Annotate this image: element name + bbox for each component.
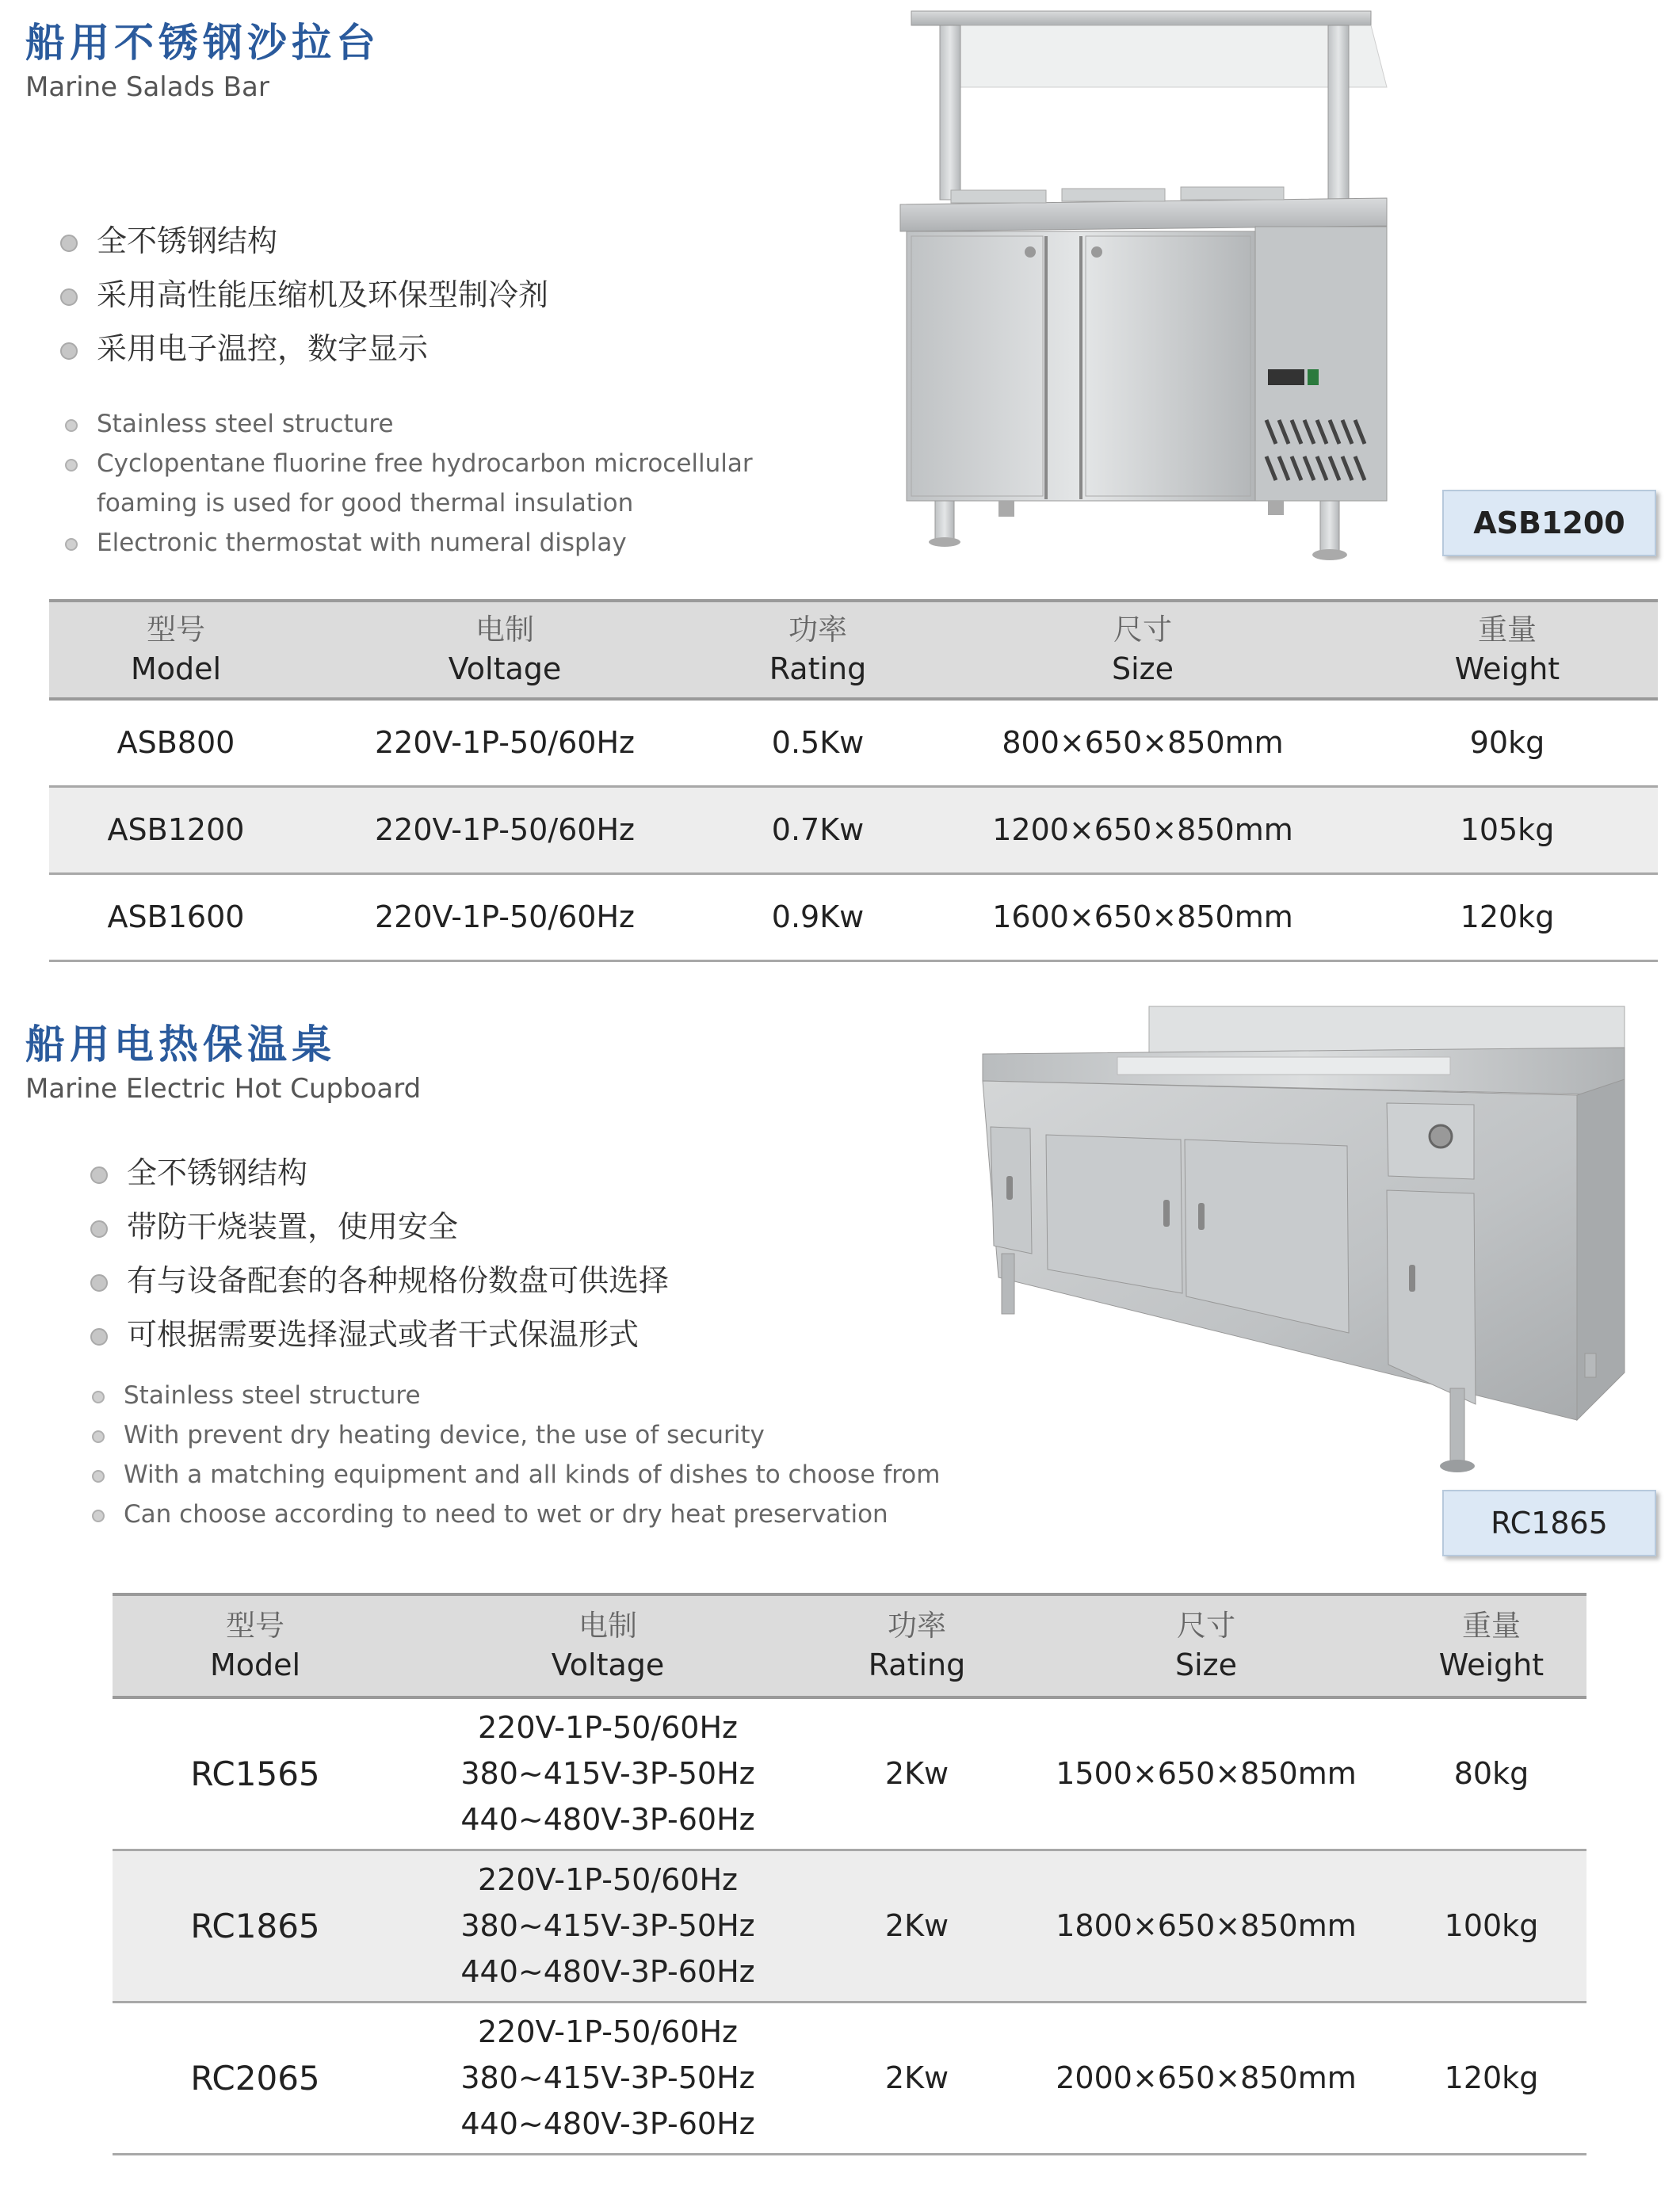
cell-model: ASB1600 <box>107 899 245 934</box>
table-row <box>113 1850 1586 2002</box>
cell-voltage: 220V-1P-50/60Hz <box>374 899 635 934</box>
header-weight: 重量 Weight <box>1438 1609 1544 1682</box>
cell-size: 2000×650×850mm <box>1056 2060 1357 2095</box>
salad-bar-model-tag: ASB1200 <box>1442 490 1656 556</box>
header-rating: 功率 Rating <box>868 1609 966 1682</box>
cell-size: 1500×650×850mm <box>1056 1756 1357 1792</box>
cell-voltage <box>398 2002 818 2154</box>
salad-bar-title-en: Marine Salads Bar <box>25 71 269 103</box>
feature-item-continued: foaming is used for good thermal insulation <box>97 489 634 517</box>
cell-voltage: 220V-1P-50/60Hz <box>374 812 635 847</box>
cell-voltage <box>398 1697 818 1850</box>
header-weight: 重量 Weight <box>1454 613 1560 686</box>
cell-size: 1800×650×850mm <box>1056 1908 1357 1943</box>
salad-bar-product-image <box>888 0 1403 571</box>
cell-weight: 120kg <box>1444 2060 1539 2095</box>
cell-weight: 105kg <box>1460 812 1555 847</box>
feature-item: Cyclopentane fluorine free hydrocarbon microcellular <box>65 444 753 483</box>
header-model: 型号 Model <box>209 1609 301 1682</box>
cell-model: RC2065 <box>190 2058 320 2098</box>
hot-cupboard-model-tag: RC1865 <box>1442 1490 1656 1556</box>
feature-item: 有与设备配套的各种规格份数盘可供选择 <box>90 1254 669 1308</box>
feature-item: 带防干烧装置，使用安全 <box>90 1200 669 1254</box>
voltage-line: 380~415V-3P-50Hz <box>460 2060 755 2095</box>
cell-rating: 2Kw <box>884 1908 949 1943</box>
cell-weight: 90kg <box>1469 725 1545 761</box>
cell-size: 1200×650×850mm <box>992 812 1293 847</box>
cell-model: ASB800 <box>116 725 235 761</box>
hot-cupboard-features-cn <box>90 1146 669 1361</box>
hot-cupboard-spec-table <box>113 1593 1586 2155</box>
cell-weight: 80kg <box>1453 1756 1529 1792</box>
cell-weight: 120kg <box>1460 899 1555 934</box>
header-voltage: 电制 Voltage <box>551 1609 665 1682</box>
salad-bar-features-en <box>65 404 753 563</box>
salad-bar-section <box>0 0 1680 975</box>
cell-model: RC1565 <box>190 1754 320 1793</box>
header-voltage: 电制 Voltage <box>448 613 562 686</box>
header-size: 尺寸 Size <box>1111 613 1174 686</box>
voltage-line: 440~480V-3P-60Hz <box>460 1954 755 1989</box>
table-row <box>49 699 1658 786</box>
hot-cupboard-product-image <box>975 992 1632 1476</box>
feature-item: Electronic thermostat with numeral display <box>65 523 753 563</box>
feature-item: Can choose according to need to wet or dry heat preservation <box>92 1495 940 1534</box>
cell-rating: 0.5Kw <box>771 725 865 761</box>
table-row <box>113 1697 1586 1850</box>
salad-bar-features-cn <box>60 214 548 376</box>
voltage-line: 220V-1P-50/60Hz <box>477 2014 738 2049</box>
header-model: 型号 Model <box>130 613 222 686</box>
feature-item: Stainless steel structure <box>65 404 753 444</box>
feature-item: 采用电子温控，数字显示 <box>60 322 548 376</box>
table-header-row <box>113 1594 1586 1697</box>
cell-size: 800×650×850mm <box>1002 725 1284 761</box>
voltage-line: 380~415V-3P-50Hz <box>460 1756 755 1792</box>
hot-cupboard-section <box>0 991 1680 2203</box>
cell-rating: 0.9Kw <box>771 899 865 934</box>
cell-model: RC1865 <box>190 1906 320 1945</box>
voltage-line: 220V-1P-50/60Hz <box>477 1710 738 1746</box>
cell-voltage: 220V-1P-50/60Hz <box>374 725 635 761</box>
salad-bar-spec-table <box>49 599 1658 962</box>
feature-item: With prevent dry heating device, the use of security <box>92 1415 940 1455</box>
feature-item: With a matching equipment and all kinds of dishes to choose from <box>92 1455 940 1495</box>
cell-rating: 0.7Kw <box>771 812 865 847</box>
cell-rating: 2Kw <box>884 1756 949 1792</box>
cell-size: 1600×650×850mm <box>992 899 1293 934</box>
cell-voltage <box>398 1850 818 2002</box>
cell-model: ASB1200 <box>107 812 245 847</box>
table-row <box>49 873 1658 960</box>
header-size: 尺寸 Size <box>1174 1609 1237 1682</box>
feature-item: 采用高性能压缩机及环保型制冷剂 <box>60 268 548 322</box>
voltage-line: 440~480V-3P-60Hz <box>460 1802 755 1838</box>
table-row <box>49 786 1658 873</box>
voltage-line: 440~480V-3P-60Hz <box>460 2106 755 2141</box>
feature-item: Stainless steel structure <box>92 1376 940 1415</box>
feature-item: 全不锈钢结构 <box>60 214 548 268</box>
table-row <box>113 2002 1586 2154</box>
feature-item: 全不锈钢结构 <box>90 1146 669 1200</box>
hot-cupboard-title-en: Marine Electric Hot Cupboard <box>25 1073 422 1105</box>
cell-rating: 2Kw <box>884 2060 949 2095</box>
hot-cupboard-features-en <box>92 1376 940 1534</box>
table-header-row <box>49 601 1658 699</box>
hot-cupboard-title-cn: 船用电热保温桌 <box>25 1021 336 1067</box>
header-rating: 功率 Rating <box>769 613 867 686</box>
voltage-line: 220V-1P-50/60Hz <box>477 1862 738 1897</box>
feature-item: 可根据需要选择湿式或者干式保温形式 <box>90 1308 669 1361</box>
salad-bar-title-cn: 船用不锈钢沙拉台 <box>25 20 380 66</box>
cell-weight: 100kg <box>1444 1908 1539 1943</box>
voltage-line: 380~415V-3P-50Hz <box>460 1908 755 1943</box>
